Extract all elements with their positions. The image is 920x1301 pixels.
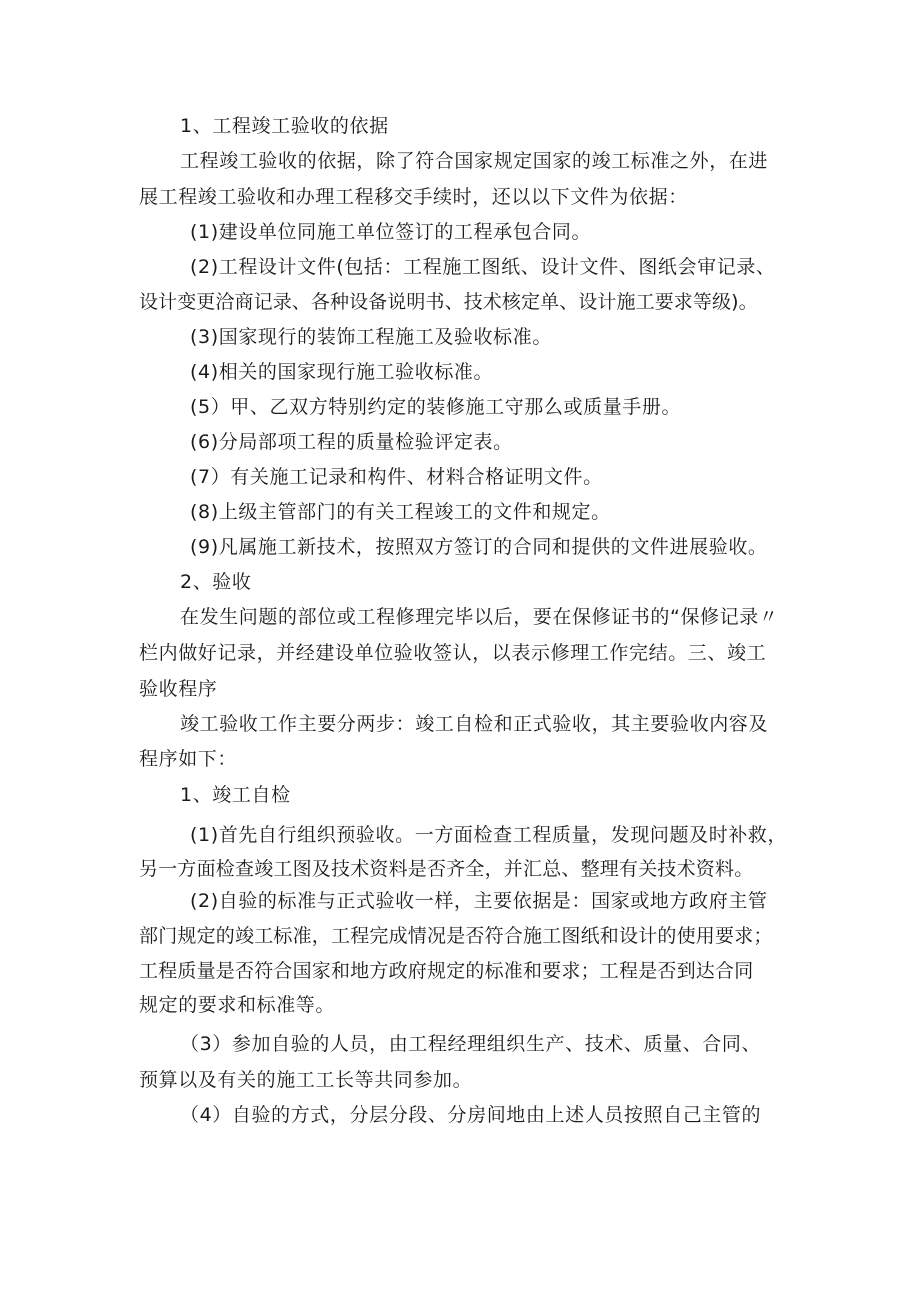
procedure-para-line-1: 竣工验收工作主要分两步：竣工自检和正式验收，其主要验收内容及 bbox=[180, 713, 769, 735]
basis-item-2-line-2: 设计变更洽商记录、各种设备说明书、技术核定单、设计施工要求等级)。 bbox=[139, 291, 758, 313]
section-heading-acceptance: 2、验收 bbox=[180, 571, 252, 593]
intro-line-2: 展工程竣工验收和办理工程移交手续时，还以以下文件为依据： bbox=[139, 186, 688, 208]
self-check-item-2-line-4: 规定的要求和标准等。 bbox=[139, 994, 336, 1016]
subsection-heading-self-check: 1、竣工自检 bbox=[180, 784, 291, 806]
self-check-item-3-line-2: 预算以及有关的施工工长等共同参加。 bbox=[139, 1069, 473, 1091]
section-heading-basis: 1、工程竣工验收的依据 bbox=[180, 115, 389, 137]
basis-item-7: (7）有关施工记录和构件、材料合格证明文件。 bbox=[190, 466, 603, 488]
acceptance-para-line-1: 在发生问题的部位或工程修理完毕以后，要在保修证书的“保修记录〃 bbox=[180, 606, 779, 628]
basis-item-6: (6)分局部项工程的质量检验评定表。 bbox=[190, 431, 513, 453]
basis-item-4: (4)相关的国家现行施工验收标准。 bbox=[190, 361, 494, 383]
self-check-item-1-line-2: 另一方面检查竣工图及技术资料是否齐全，并汇总、整理有关技术资料。 bbox=[139, 858, 754, 880]
basis-item-2-line-1: (2)工程设计文件(包括：工程施工图纸、设计文件、图纸会审记录、 bbox=[190, 256, 776, 278]
self-check-item-4-line-1: （4）自验的方式，分层分段、分房间地由上述人员按照自己主管的 bbox=[180, 1104, 762, 1126]
acceptance-para-line-3: 验收程序 bbox=[139, 678, 218, 700]
self-check-item-3-line-1: （3）参加自验的人员，由工程经理组织生产、技术、质量、合同、 bbox=[180, 1033, 762, 1055]
acceptance-para-line-2: 栏内做好记录，并经建设单位验收签认，以表示修理工作完结。三、竣工 bbox=[139, 642, 767, 664]
procedure-para-line-2: 程序如下： bbox=[139, 748, 238, 770]
self-check-item-2-line-1: (2)自验的标准与正式验收一样，主要依据是：国家或地方政府主管 bbox=[190, 890, 768, 912]
basis-item-3: (3)国家现行的装饰工程施工及验收标准。 bbox=[190, 326, 552, 348]
self-check-item-2-line-3: 工程质量是否符合国家和地方政府规定的标准和要求；工程是否到达合同 bbox=[139, 960, 754, 982]
basis-item-5: (5）甲、乙双方特别约定的装修施工守那么或质量手册。 bbox=[190, 396, 682, 418]
self-check-item-1-line-1: (1)首先自行组织预验收。一方面检查工程质量，发现问题及时补救， bbox=[190, 824, 788, 846]
basis-item-9: (9)凡属施工新技术，按照双方签订的合同和提供的文件进展验收。 bbox=[190, 536, 768, 558]
intro-line-1: 工程竣工验收的依据，除了符合国家规定国家的竣工标准之外，在进 bbox=[180, 150, 769, 172]
self-check-item-2-line-2: 部门规定的竣工标准，工程完成情况是否符合施工图纸和设计的使用要求； bbox=[139, 925, 773, 947]
basis-item-1: (1)建设单位同施工单位签订的工程承包合同。 bbox=[190, 221, 592, 243]
basis-item-8: (8)上级主管部门的有关工程竣工的文件和规定。 bbox=[190, 501, 611, 523]
